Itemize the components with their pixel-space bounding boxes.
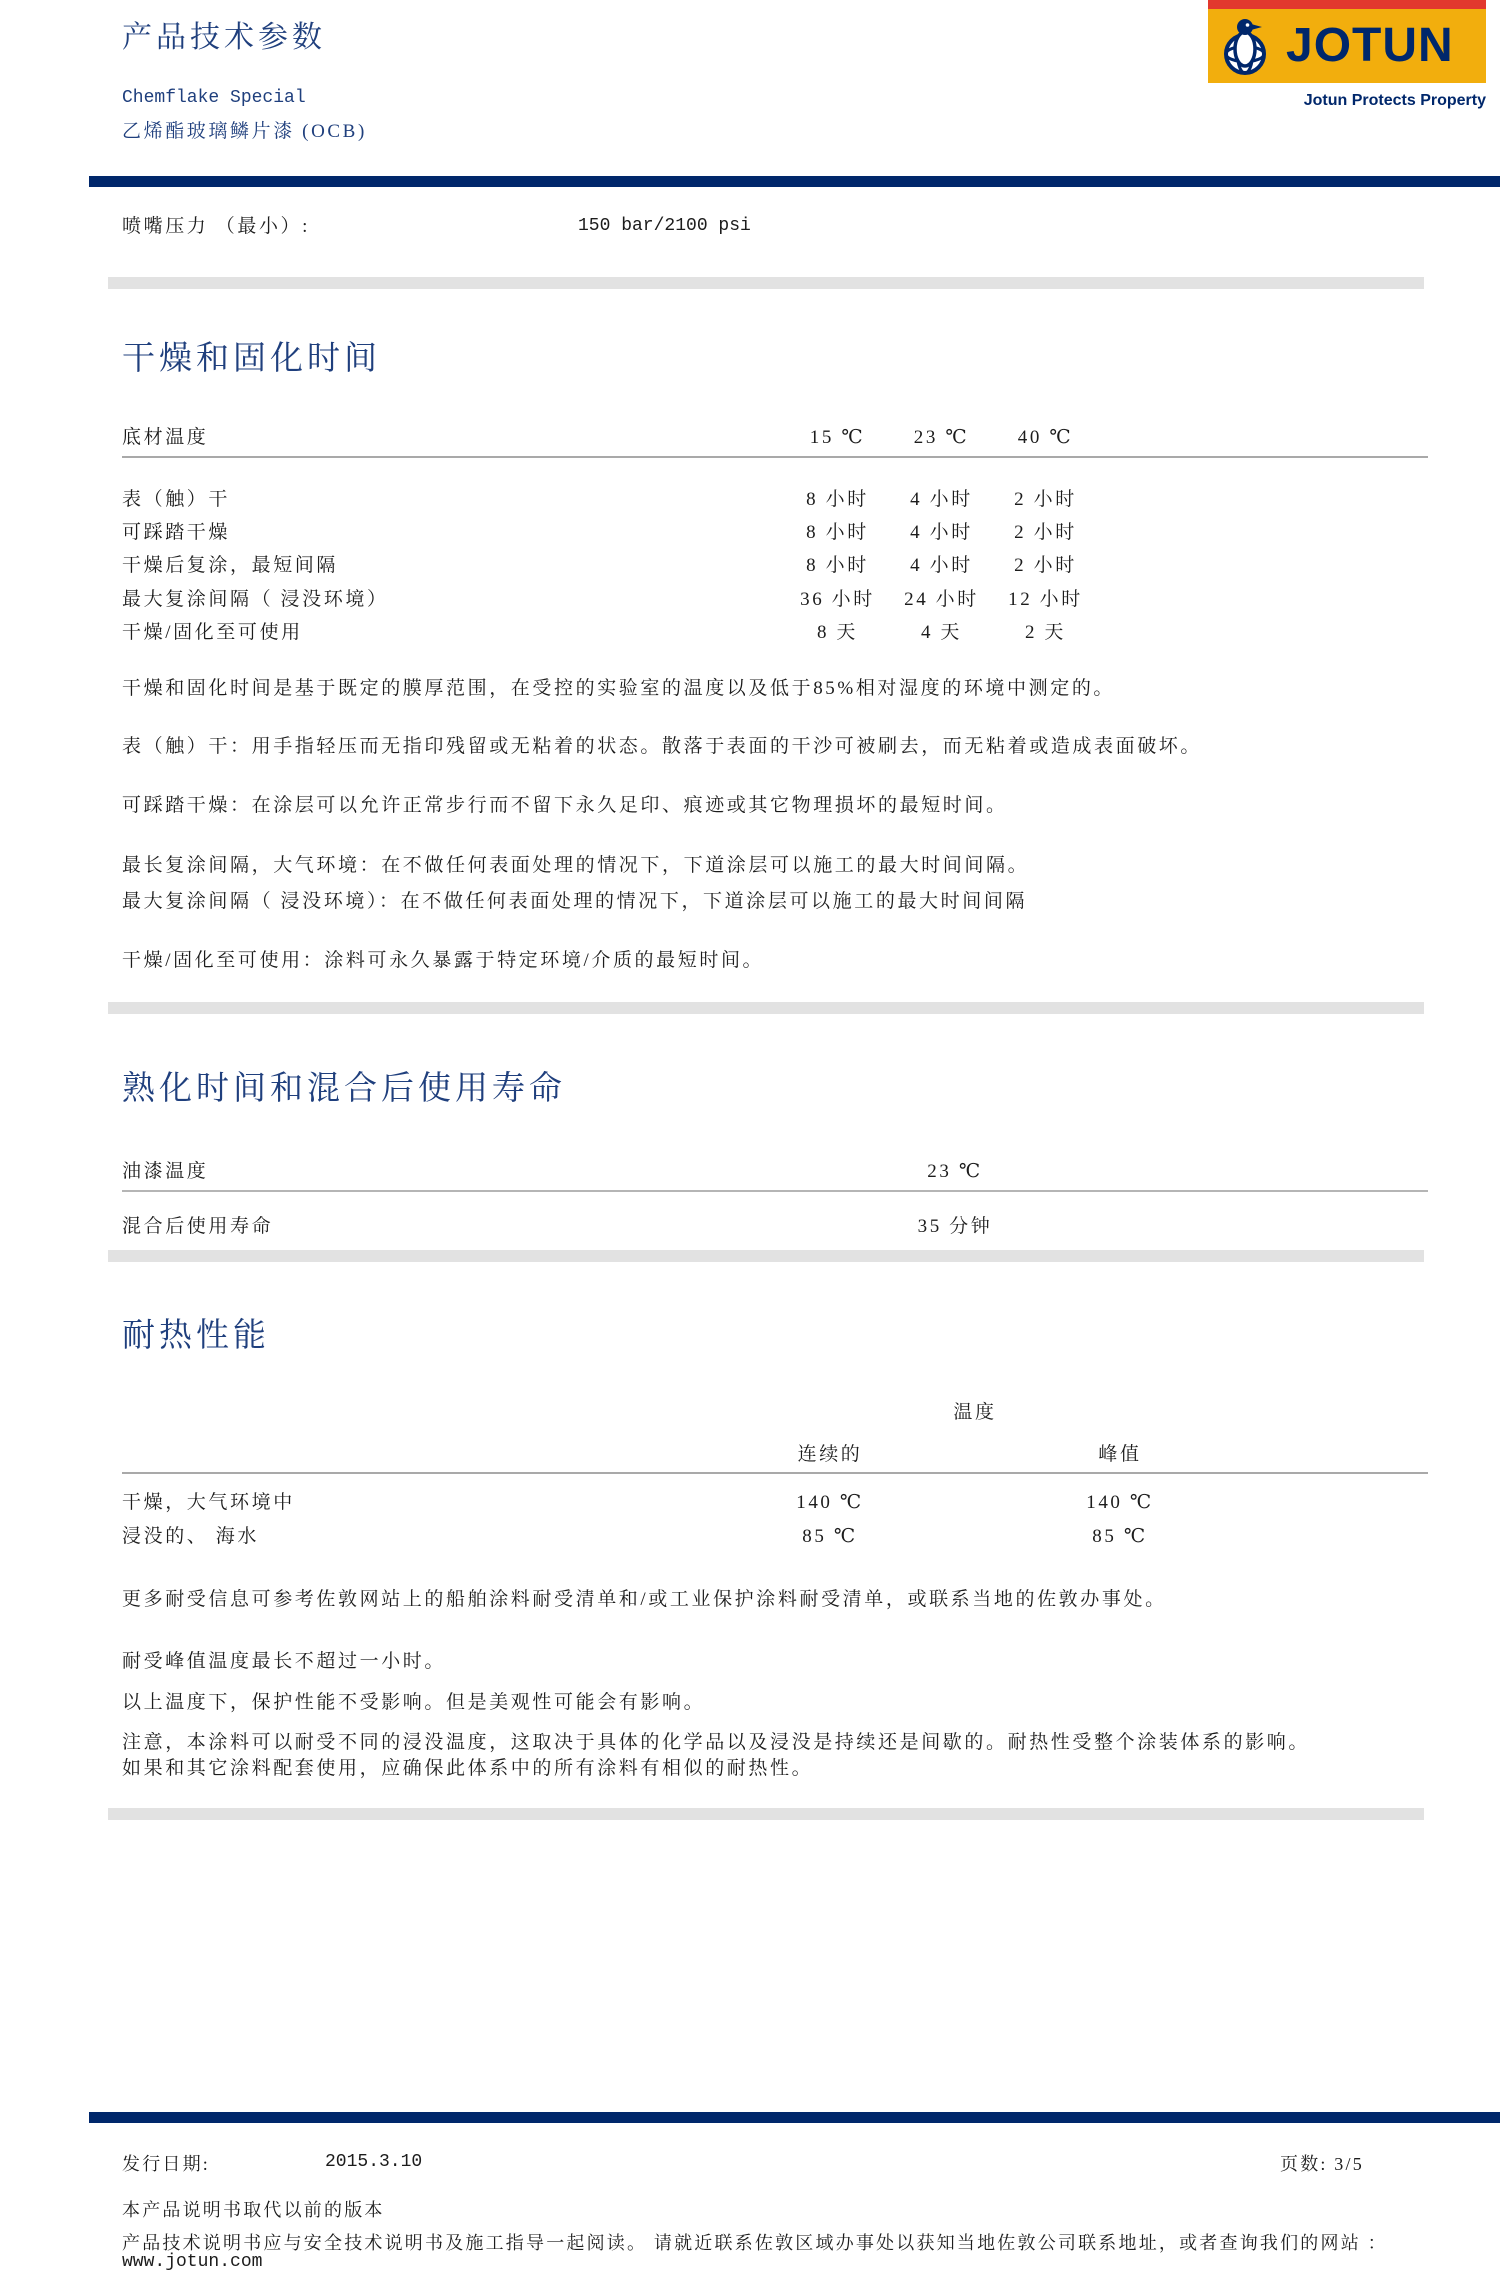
heat-table-rule: [122, 1472, 1428, 1474]
page-title: 产品技术参数: [122, 21, 326, 54]
table-cell: 85 ℃: [1092, 1526, 1148, 1547]
section-separator: [108, 277, 1424, 289]
table-cell: 2 天: [1024, 622, 1067, 643]
table-cell: 4 天: [920, 622, 963, 643]
drying-col-header-40c: 40 ℃: [1017, 427, 1074, 448]
nozzle-pressure-value: 150 bar/2100 psi: [578, 216, 751, 236]
product-name: Chemflake Special: [122, 88, 306, 108]
table-cell: 4 小时: [910, 489, 973, 510]
jotun-logo: [1208, 0, 1486, 83]
table-cell: 4 小时: [910, 555, 973, 576]
table-cell: 36 小时: [800, 589, 875, 610]
drying-note: 表（触）干：用手指轻压而无指印残留或无粘着的状态。散落于表面的干沙可被刷去，而无粘着或造成表面破坏。: [122, 736, 1203, 757]
induction-row-label: 油漆温度: [122, 1161, 209, 1182]
heat-note: 注意，本涂料可以耐受不同的浸没温度，这取决于具体的化学品以及浸没是持续还是间歇的。耐热性受整个涂装体系的影响。: [122, 1732, 1311, 1753]
section-separator: [108, 1002, 1424, 1014]
table-row-label: 干燥后复涂，最短间隔: [122, 555, 339, 576]
table-cell: 85 ℃: [802, 1526, 858, 1547]
heat-col-header-peak: 峰值: [1098, 1444, 1142, 1465]
table-cell: 2 小时: [1014, 489, 1077, 510]
table-cell: 24 小时: [904, 589, 979, 610]
footer-supersede-note: 本产品说明书取代以前的版本: [122, 2200, 385, 2220]
table-row-label: 干燥，大气环境中: [122, 1492, 295, 1513]
section-title-induction: 熟化时间和混合后使用寿命: [122, 1071, 566, 1107]
section-title-drying: 干燥和固化时间: [122, 341, 381, 377]
logo-tagline: Jotun Protects Property: [1303, 92, 1486, 109]
section-separator: [108, 1808, 1424, 1820]
induction-row-value: 23 ℃: [927, 1161, 983, 1182]
drying-note: 可踩踏干燥：在涂层可以允许正常步行而不留下永久足印、痕迹或其它物理损坏的最短时间。: [122, 795, 1008, 816]
drying-note: 最大复涂间隔（ 浸没环境）：在不做任何表面处理的情况下，下道涂层可以施工的最大时间间隔: [122, 891, 1028, 912]
table-row-label: 最大复涂间隔（ 浸没环境）: [122, 589, 389, 610]
table-cell: 140 ℃: [796, 1492, 864, 1513]
table-cell: 8 天: [816, 622, 859, 643]
table-row-label: 表（触）干: [122, 489, 231, 510]
table-cell: 8 小时: [806, 522, 869, 543]
heat-col-header-continuous: 连续的: [797, 1444, 863, 1465]
drying-note: 干燥和固化时间是基于既定的膜厚范围，在受控的实验室的温度以及低于85%相对湿度的环境中测定的。: [122, 678, 1116, 699]
drying-table-row-header: 底材温度: [122, 427, 209, 448]
drying-col-header-15c: 15 ℃: [809, 427, 866, 448]
header-divider-bar: [89, 176, 1500, 187]
footer-divider-bar: [89, 2112, 1500, 2123]
page-number: 页数: 3/5: [1280, 2154, 1364, 2174]
drying-note: 最长复涂间隔，大气环境：在不做任何表面处理的情况下，下道涂层可以施工的最大时间间隔。: [122, 855, 1030, 876]
nozzle-pressure-label: 喷嘴压力 （最小）:: [122, 216, 311, 237]
footer-website: www.jotun.com: [122, 2252, 263, 2271]
drying-table-rule: [122, 456, 1428, 458]
issue-date-value: 2015.3.10: [325, 2152, 423, 2172]
table-cell: 8 小时: [806, 489, 869, 510]
table-cell: 140 ℃: [1086, 1492, 1154, 1513]
table-row-label: 干燥/固化至可使用: [122, 622, 303, 643]
section-separator: [108, 1250, 1424, 1262]
heat-note: 更多耐受信息可参考佐敦网站上的船舶涂料耐受清单和/或工业保护涂料耐受清单，或联系当地的佐敦办事处。: [122, 1589, 1167, 1610]
logo-red-stripe: [1208, 0, 1486, 9]
heat-note: 以上温度下，保护性能不受影响。但是美观性可能会有影响。: [122, 1692, 706, 1713]
issue-date-label: 发行日期:: [122, 2154, 211, 2174]
induction-row-value: 35 分钟: [917, 1216, 993, 1237]
table-cell: 8 小时: [806, 555, 869, 576]
table-cell: 4 小时: [910, 522, 973, 543]
footer-read-note: 产品技术说明书应与安全技术说明书及施工指导一起阅读。 请就近联系佐敦区域办事处以获知当地佐敦公司联系地址，或者查询我们的网站 ：: [122, 2233, 1388, 2253]
drying-note: 干燥/固化至可使用：涂料可永久暴露于特定环境/介质的最短时间。: [122, 950, 765, 971]
table-row-label: 可踩踏干燥: [122, 522, 231, 543]
drying-col-header-23c: 23 ℃: [913, 427, 970, 448]
induction-table-rule: [122, 1190, 1428, 1192]
penguin-globe-icon: [1218, 16, 1280, 76]
induction-row-label: 混合后使用寿命: [122, 1216, 274, 1237]
table-cell: 2 小时: [1014, 522, 1077, 543]
product-type: 乙烯酯玻璃鳞片漆 (OCB): [122, 121, 367, 142]
table-cell: 2 小时: [1014, 555, 1077, 576]
table-row-label: 浸没的、 海水: [122, 1526, 259, 1547]
heat-note: 耐受峰值温度最长不超过一小时。: [122, 1651, 447, 1672]
logo-yellow-panel: [1208, 9, 1486, 83]
table-cell: 12 小时: [1008, 589, 1083, 610]
section-title-heat: 耐热性能: [122, 1318, 270, 1354]
logo-wordmark: JOTUN: [1286, 19, 1454, 72]
heat-note: 如果和其它涂料配套使用，应确保此体系中的所有涂料有相似的耐热性。: [122, 1758, 814, 1779]
heat-group-header: 温度: [953, 1402, 997, 1423]
